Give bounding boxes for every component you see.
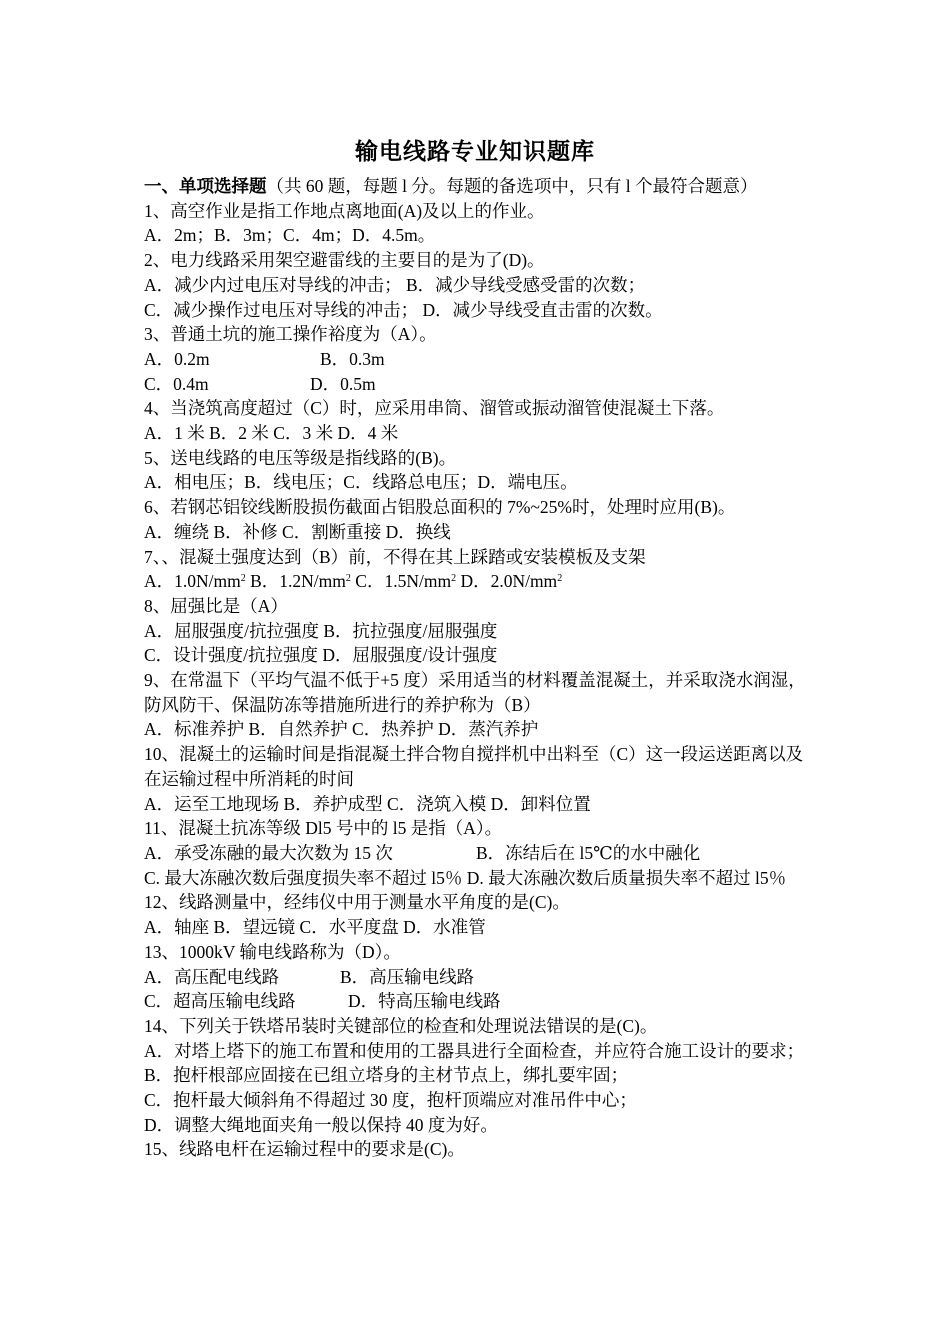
question-4: 4、当浇筑高度超过（C）时，应采用串筒、溜管或振动溜管使混凝土下落。 bbox=[144, 398, 725, 419]
question-11-option-a: A．承受冻融的最大次数为 15 次 bbox=[144, 842, 393, 863]
document-title: 输电线路专业知识题库 bbox=[355, 139, 595, 164]
squared-superscript: 2 bbox=[451, 573, 457, 585]
question-5-options: A．相电压；B．线电压；C．线路总电压；D．端电压。 bbox=[144, 472, 578, 493]
question-11-options-ab bbox=[144, 841, 810, 866]
question-3-option-a: A．0.2m bbox=[144, 348, 210, 369]
question-13-option-b: B．高压输电线路 bbox=[340, 966, 475, 987]
question-13-options-ab bbox=[144, 965, 810, 990]
question-13: 13、1000kV 输电线路称为（D）。 bbox=[144, 941, 401, 962]
question-7: 7、、混凝土强度达到（B）前，不得在其上踩踏或安装模板及支架 bbox=[144, 546, 646, 567]
squared-superscript: 2 bbox=[240, 573, 246, 585]
question-11: 11、混凝土抗冻等级 Dl5 号中的 l5 是指（A）。 bbox=[144, 818, 503, 839]
question-8-options-cd: C．设计强度/抗拉强度 D．屈服强度/设计强度 bbox=[144, 645, 498, 666]
question-10-options: A．运至工地现场 B．养护成型 C．浇筑入模 D．卸料位置 bbox=[144, 793, 591, 814]
question-7-option-b: B．1.2N/mm bbox=[250, 571, 346, 592]
question-12-options: A．轴座 B．望远镜 C．水平度盘 D．水准管 bbox=[144, 917, 486, 938]
question-14-option-b: B．抱杆根部应固接在已组立塔身的主材节点上，绑扎要牢固； bbox=[144, 1065, 629, 1086]
question-7-option-c: C．1.5N/mm bbox=[355, 571, 452, 592]
question-14-option-d: D．调整大绳地面夹角一般以保持 40 度为好。 bbox=[144, 1114, 498, 1135]
question-list bbox=[144, 174, 810, 1162]
squared-superscript: 2 bbox=[557, 573, 563, 585]
question-7-option-d: D．2.0N/mm bbox=[460, 571, 558, 592]
question-11-options-cd: C. 最大冻融次数后强度损失率不超过 l5％ D. 最大冻融次数后质量损失率不超过 l5％ bbox=[144, 867, 787, 888]
question-1: 1、高空作业是指工作地点离地面(A)及以上的作业。 bbox=[144, 200, 545, 221]
question-12: 12、线路测量中，经纬仪中用于测量水平角度的是(C)。 bbox=[144, 892, 570, 913]
question-3-option-b: B．0.3m bbox=[320, 348, 385, 369]
question-13-option-d: D．特高压输电线路 bbox=[348, 991, 501, 1012]
question-8: 8、屈强比是（A） bbox=[144, 595, 288, 616]
question-8-options-ab: A．屈服强度/抗拉强度 B．抗拉强度/屈服强度 bbox=[144, 620, 498, 641]
question-13-options-cd bbox=[144, 989, 810, 1014]
question-6-options: A．缠绕 B．补修 C．割断重接 D．换线 bbox=[144, 521, 451, 542]
squared-superscript: 2 bbox=[345, 573, 351, 585]
question-5: 5、送电线路的电压等级是指线路的(B)。 bbox=[144, 447, 457, 468]
question-13-option-c: C．超高压输电线路 bbox=[144, 991, 296, 1012]
question-13-option-a: A．高压配电线路 bbox=[144, 966, 280, 987]
question-9-options: A．标准养护 B．自然养护 C．热养护 D．蒸汽养护 bbox=[144, 719, 539, 740]
question-4-options: A．1 米 B．2 米 C．3 米 D．4 米 bbox=[144, 423, 399, 444]
question-14-option-a: A．对塔上塔下的施工布置和使用的工器具进行全面检查，并应符合施工设计的要求； bbox=[144, 1040, 805, 1061]
question-6: 6、若钢芯铝铰线断股损伤截面占铝股总面积的 7%~25%时，处理时应用(B)。 bbox=[144, 497, 736, 518]
question-7-option-a: A．1.0N/mm bbox=[144, 571, 241, 592]
question-14: 14、下列关于铁塔吊装时关键部位的检查和处理说法错误的是(C)。 bbox=[144, 1015, 658, 1036]
question-14-option-c: C．抱杆最大倾斜角不得超过 30 度，抱杆顶端应对准吊件中心； bbox=[144, 1090, 637, 1111]
question-3-options-cd bbox=[144, 372, 810, 397]
question-11-option-b: B．冻结后在 l5℃的水中融化 bbox=[476, 842, 701, 863]
question-3: 3、普通土坑的施工操作裕度为（A）。 bbox=[144, 324, 437, 345]
question-3-options-ab bbox=[144, 347, 810, 372]
question-2-options-ab: A．减少内过电压对导线的冲击； B．减少导线受感受雷的次数； bbox=[144, 274, 646, 295]
question-10: 10、混凝土的运输时间是指混凝土拌合物自搅拌机中出料至（C）这一段运送距离以及在运输过程中所消耗的时间 bbox=[144, 744, 804, 789]
question-3-option-d: D．0.5m bbox=[310, 373, 376, 394]
question-2: 2、电力线路采用架空避雷线的主要目的是为了(D)。 bbox=[144, 250, 545, 271]
question-7-options bbox=[144, 569, 810, 594]
question-3-option-c: C．0.4m bbox=[144, 373, 209, 394]
section-heading-line bbox=[144, 174, 810, 199]
question-1-options: A．2m；B．3m；C．4m；D．4.5m。 bbox=[144, 225, 436, 246]
question-9: 9、在常温下（平均气温不低于+5 度）采用适当的材料覆盖混凝土，并采取浇水润湿，防风防干、保温防冻等措施所进行的养护称为（B） bbox=[144, 670, 806, 715]
section-note: （共 60 题，每题 l 分。每题的备选项中，只有 l 个最符合题意） bbox=[266, 176, 758, 196]
question-2-options-cd: C．减少操作过电压对导线的冲击； D．减少导线受直击雷的次数。 bbox=[144, 299, 663, 320]
section-heading: 一、单项选择题 bbox=[144, 176, 267, 196]
question-15: 15、线路电杆在运输过程中的要求是(C)。 bbox=[144, 1139, 465, 1160]
